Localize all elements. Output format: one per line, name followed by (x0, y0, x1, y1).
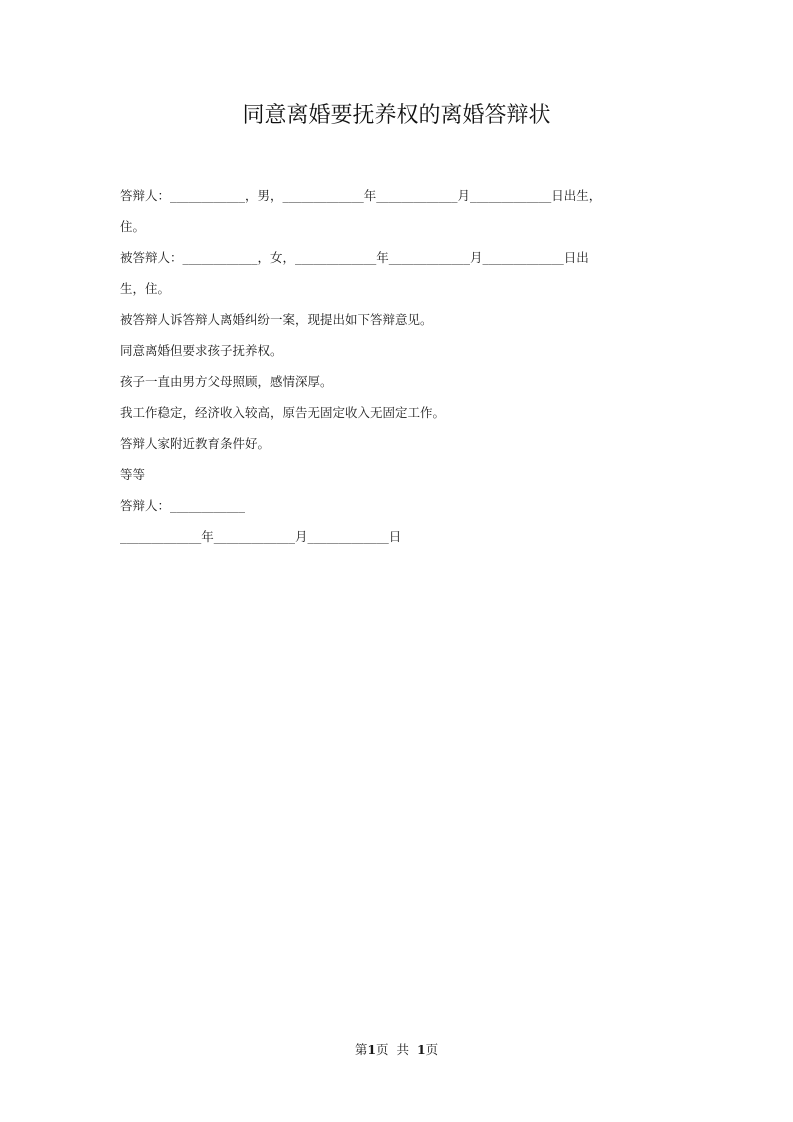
defense-point-paragraph: 我工作稳定，经济收入较高，原告无固定收入无固定工作。 (120, 405, 446, 420)
signature-line: 答辩人：____________ (120, 498, 246, 513)
defense-point-paragraph: 同意离婚但要求孩子抚养权。 (120, 343, 283, 358)
date-line: _____________年_____________月_____________日 (120, 529, 402, 544)
defense-point-paragraph: 孩子一直由男方父母照顾，感情深厚。 (120, 374, 333, 389)
document-body (120, 180, 680, 552)
plaintiff-info-line: 被答辩人：____________，女，_____________年_____________月_____________日出 (120, 250, 589, 265)
plaintiff-address-line: 生，住。 (120, 281, 171, 296)
case-statement-paragraph: 被答辩人诉答辩人离婚纠纷一案，现提出如下答辩意见。 (120, 312, 433, 327)
respondent-info-line: 答辩人：____________，男，_____________年_____________月_____________日出生， (120, 188, 602, 203)
page-number-footer (0, 1040, 793, 1060)
page-total: 1 (416, 1042, 426, 1057)
etc-paragraph: 等等 (120, 467, 146, 482)
document-title: 同意离婚要抚养权的离婚答辩状 (242, 103, 551, 128)
page-current: 1 (367, 1042, 377, 1057)
page-prefix: 第 (354, 1042, 368, 1057)
defense-point-paragraph: 答辩人家附近教育条件好。 (120, 436, 271, 451)
respondent-address-line: 住。 (120, 219, 146, 234)
page-suffix: 页 (425, 1042, 439, 1057)
page-mid: 页 共 (376, 1042, 417, 1057)
